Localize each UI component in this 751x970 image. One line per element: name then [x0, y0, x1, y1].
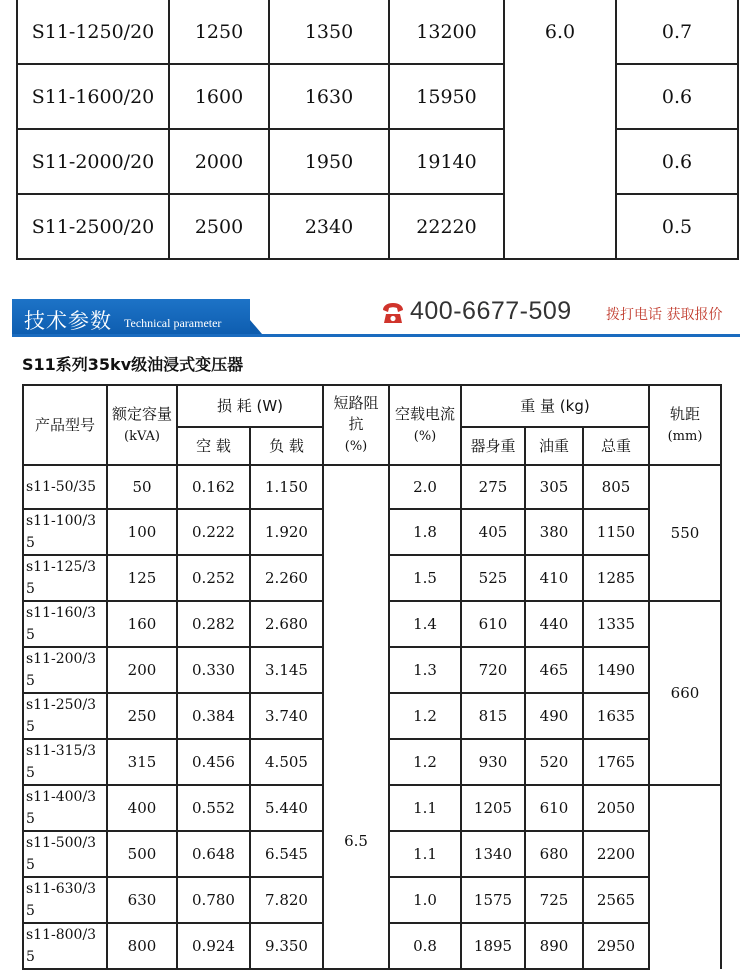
cell-no-load: 0.780	[177, 877, 250, 923]
cell-total-weight: 1765	[583, 739, 649, 785]
table-row	[17, 0, 738, 64]
section-banner-tab	[250, 320, 262, 334]
cell-capacity: 630	[107, 877, 177, 923]
cell-no-load: 0.330	[177, 647, 250, 693]
cell-body-weight: 1340	[461, 831, 525, 877]
model-line-1: s11-200/3	[26, 651, 97, 667]
header-capacity: 额定容量 (kVA)	[107, 385, 177, 465]
cell-no-load: 0.282	[177, 601, 250, 647]
table-row	[17, 194, 738, 259]
cell-total-weight: 2200	[583, 831, 649, 877]
cell-oil-weight: 725	[525, 877, 583, 923]
table-caption: S11系列35kv级油浸式变压器	[22, 355, 244, 374]
cell-model	[23, 739, 107, 785]
cell-oil-weight: 410	[525, 555, 583, 601]
cell-no-load-current: 1.4	[389, 601, 461, 647]
cell-gauge: 550	[649, 465, 721, 601]
cell-no-load: 0.222	[177, 509, 250, 555]
cell-oil-weight: 305	[525, 465, 583, 509]
cell-total-weight: 2950	[583, 923, 649, 969]
cell-body-weight: 405	[461, 509, 525, 555]
cell-impedance	[504, 129, 616, 194]
cell-no-load-current: 0.8	[389, 923, 461, 969]
cell-no-load: 2340	[269, 194, 389, 259]
table-row	[17, 129, 738, 194]
cell-load: 19140	[389, 129, 504, 194]
cell-body-weight: 1205	[461, 785, 525, 831]
cell-oil-weight: 520	[525, 739, 583, 785]
cell-impedance: 6.5	[323, 465, 389, 969]
cell-model	[23, 465, 107, 509]
header-no-load-current: 空载电流 (%)	[389, 385, 461, 465]
header-model: 产品型号	[23, 385, 107, 465]
cell-body-weight: 1575	[461, 877, 525, 923]
model-line-2: 5	[26, 535, 35, 551]
cell-load: 9.350	[250, 923, 323, 969]
model-line-1: s11-630/3	[26, 881, 97, 897]
cell-no-load-current: 1.1	[389, 785, 461, 831]
model-line-1: s11-400/3	[26, 789, 97, 805]
model-line-2: 5	[26, 903, 35, 919]
cell-capacity: 800	[107, 923, 177, 969]
cell-load: 2.680	[250, 601, 323, 647]
header-load: 负 载	[250, 427, 323, 465]
model-line-1: s11-315/3	[26, 743, 97, 759]
cell-no-load-current: 1.5	[389, 555, 461, 601]
cell-oil-weight: 380	[525, 509, 583, 555]
cell-total-weight: 1150	[583, 509, 649, 555]
model-line-2: 5	[26, 857, 35, 873]
header-oil-weight: 油重	[525, 427, 583, 465]
cell-total-weight: 2565	[583, 877, 649, 923]
cell-body-weight: 930	[461, 739, 525, 785]
model-line-2: 5	[26, 811, 35, 827]
cell-capacity: 100	[107, 509, 177, 555]
cell-model	[23, 831, 107, 877]
header-total-weight: 总重	[583, 427, 649, 465]
cell-gauge	[649, 785, 721, 969]
cell-capacity: 315	[107, 739, 177, 785]
cell-no-load-current: 1.2	[389, 739, 461, 785]
cell-no-load-current: 1.2	[389, 693, 461, 739]
cell-impedance	[504, 194, 616, 259]
cell-oil-weight: 680	[525, 831, 583, 877]
model-line-2: 5	[26, 719, 35, 735]
cell-oil-weight: 610	[525, 785, 583, 831]
cell-no-load: 1350	[269, 0, 389, 64]
cell-model	[23, 923, 107, 969]
header-gauge: 轨距 (mm)	[649, 385, 721, 465]
cell-no-load-current: 1.3	[389, 647, 461, 693]
model-line-1: s11-800/3	[26, 927, 97, 943]
cell-capacity: 250	[107, 693, 177, 739]
cell-model: S11-2000/20	[17, 129, 169, 194]
cell-load: 5.440	[250, 785, 323, 831]
cell-capacity: 400	[107, 785, 177, 831]
cell-capacity: 500	[107, 831, 177, 877]
cell-capacity: 200	[107, 647, 177, 693]
cell-model: S11-1250/20	[17, 0, 169, 64]
section-title-banner	[12, 299, 250, 337]
cell-oil-weight: 890	[525, 923, 583, 969]
model-line-1: s11-50/35	[26, 479, 97, 495]
cell-load: 15950	[389, 64, 504, 129]
cell-no-load: 0.162	[177, 465, 250, 509]
cell-current: 0.6	[616, 64, 738, 129]
section-subtitle: Technical parameter	[124, 316, 222, 330]
cell-impedance: 6.0	[504, 0, 616, 64]
cell-current: 0.7	[616, 0, 738, 64]
model-line-2: 5	[26, 949, 35, 965]
model-line-2: 5	[26, 627, 35, 643]
cell-current: 0.6	[616, 129, 738, 194]
model-line-1: s11-125/3	[26, 559, 97, 575]
cell-total-weight: 805	[583, 465, 649, 509]
header-weight: 重 量 (kg)	[461, 385, 649, 427]
model-line-1: s11-250/3	[26, 697, 97, 713]
cell-body-weight: 815	[461, 693, 525, 739]
section-title: 技术参数	[24, 309, 112, 333]
cell-model: S11-1600/20	[17, 64, 169, 129]
cell-body-weight: 1895	[461, 923, 525, 969]
cell-total-weight: 1635	[583, 693, 649, 739]
cell-no-load: 0.252	[177, 555, 250, 601]
cell-load: 1.150	[250, 465, 323, 509]
cell-gauge: 660	[649, 601, 721, 785]
cell-load: 13200	[389, 0, 504, 64]
cell-total-weight: 1335	[583, 601, 649, 647]
cell-capacity: 1600	[169, 64, 269, 129]
cell-impedance	[504, 64, 616, 129]
cell-no-load: 1630	[269, 64, 389, 129]
header-loss: 损 耗 (W)	[177, 385, 323, 427]
cell-capacity: 50	[107, 465, 177, 509]
cell-model	[23, 555, 107, 601]
cell-load: 6.545	[250, 831, 323, 877]
cell-load: 7.820	[250, 877, 323, 923]
cell-body-weight: 720	[461, 647, 525, 693]
cell-no-load: 0.384	[177, 693, 250, 739]
cell-no-load-current: 1.8	[389, 509, 461, 555]
cell-model	[23, 693, 107, 739]
model-line-2: 5	[26, 581, 35, 597]
cell-load: 22220	[389, 194, 504, 259]
cell-load: 1.920	[250, 509, 323, 555]
header-body-weight: 器身重	[461, 427, 525, 465]
cell-load: 3.145	[250, 647, 323, 693]
cell-capacity: 125	[107, 555, 177, 601]
model-line-2: 5	[26, 673, 35, 689]
cell-load: 3.740	[250, 693, 323, 739]
table-row	[23, 465, 721, 509]
cell-oil-weight: 465	[525, 647, 583, 693]
cell-capacity: 1250	[169, 0, 269, 64]
cell-model	[23, 509, 107, 555]
cell-body-weight: 275	[461, 465, 525, 509]
cell-load: 4.505	[250, 739, 323, 785]
s11-35kv-spec-table	[22, 384, 722, 970]
cell-oil-weight: 440	[525, 601, 583, 647]
model-line-2: 5	[26, 765, 35, 781]
cell-no-load: 1950	[269, 129, 389, 194]
cell-no-load: 0.924	[177, 923, 250, 969]
cell-model: S11-2500/20	[17, 194, 169, 259]
cell-no-load-current: 1.1	[389, 831, 461, 877]
cell-no-load: 0.456	[177, 739, 250, 785]
cell-load: 2.260	[250, 555, 323, 601]
cell-body-weight: 610	[461, 601, 525, 647]
cell-total-weight: 2050	[583, 785, 649, 831]
model-line-1: s11-500/3	[26, 835, 97, 851]
cell-no-load-current: 1.0	[389, 877, 461, 923]
table-row	[17, 64, 738, 129]
cell-model	[23, 785, 107, 831]
cell-total-weight: 1490	[583, 647, 649, 693]
header-impedance: 短路阻 抗 (%)	[323, 385, 389, 465]
cell-total-weight: 1285	[583, 555, 649, 601]
cell-no-load-current: 2.0	[389, 465, 461, 509]
phone-icon	[380, 300, 406, 326]
cell-oil-weight: 490	[525, 693, 583, 739]
header-no-load: 空 载	[177, 427, 250, 465]
previous-spec-table	[16, 0, 739, 260]
cell-current: 0.5	[616, 194, 738, 259]
phone-call-note: 拨打电话 获取报价	[606, 307, 723, 323]
cell-model	[23, 647, 107, 693]
phone-number[interactable]: 400-6677-509	[410, 297, 572, 325]
cell-capacity: 2000	[169, 129, 269, 194]
cell-no-load: 0.648	[177, 831, 250, 877]
cell-capacity: 160	[107, 601, 177, 647]
model-line-1: s11-160/3	[26, 605, 97, 621]
cell-no-load: 0.552	[177, 785, 250, 831]
cell-body-weight: 525	[461, 555, 525, 601]
cell-capacity: 2500	[169, 194, 269, 259]
model-line-1: s11-100/3	[26, 513, 97, 529]
cell-model	[23, 601, 107, 647]
cell-model	[23, 877, 107, 923]
section-divider	[12, 334, 740, 337]
